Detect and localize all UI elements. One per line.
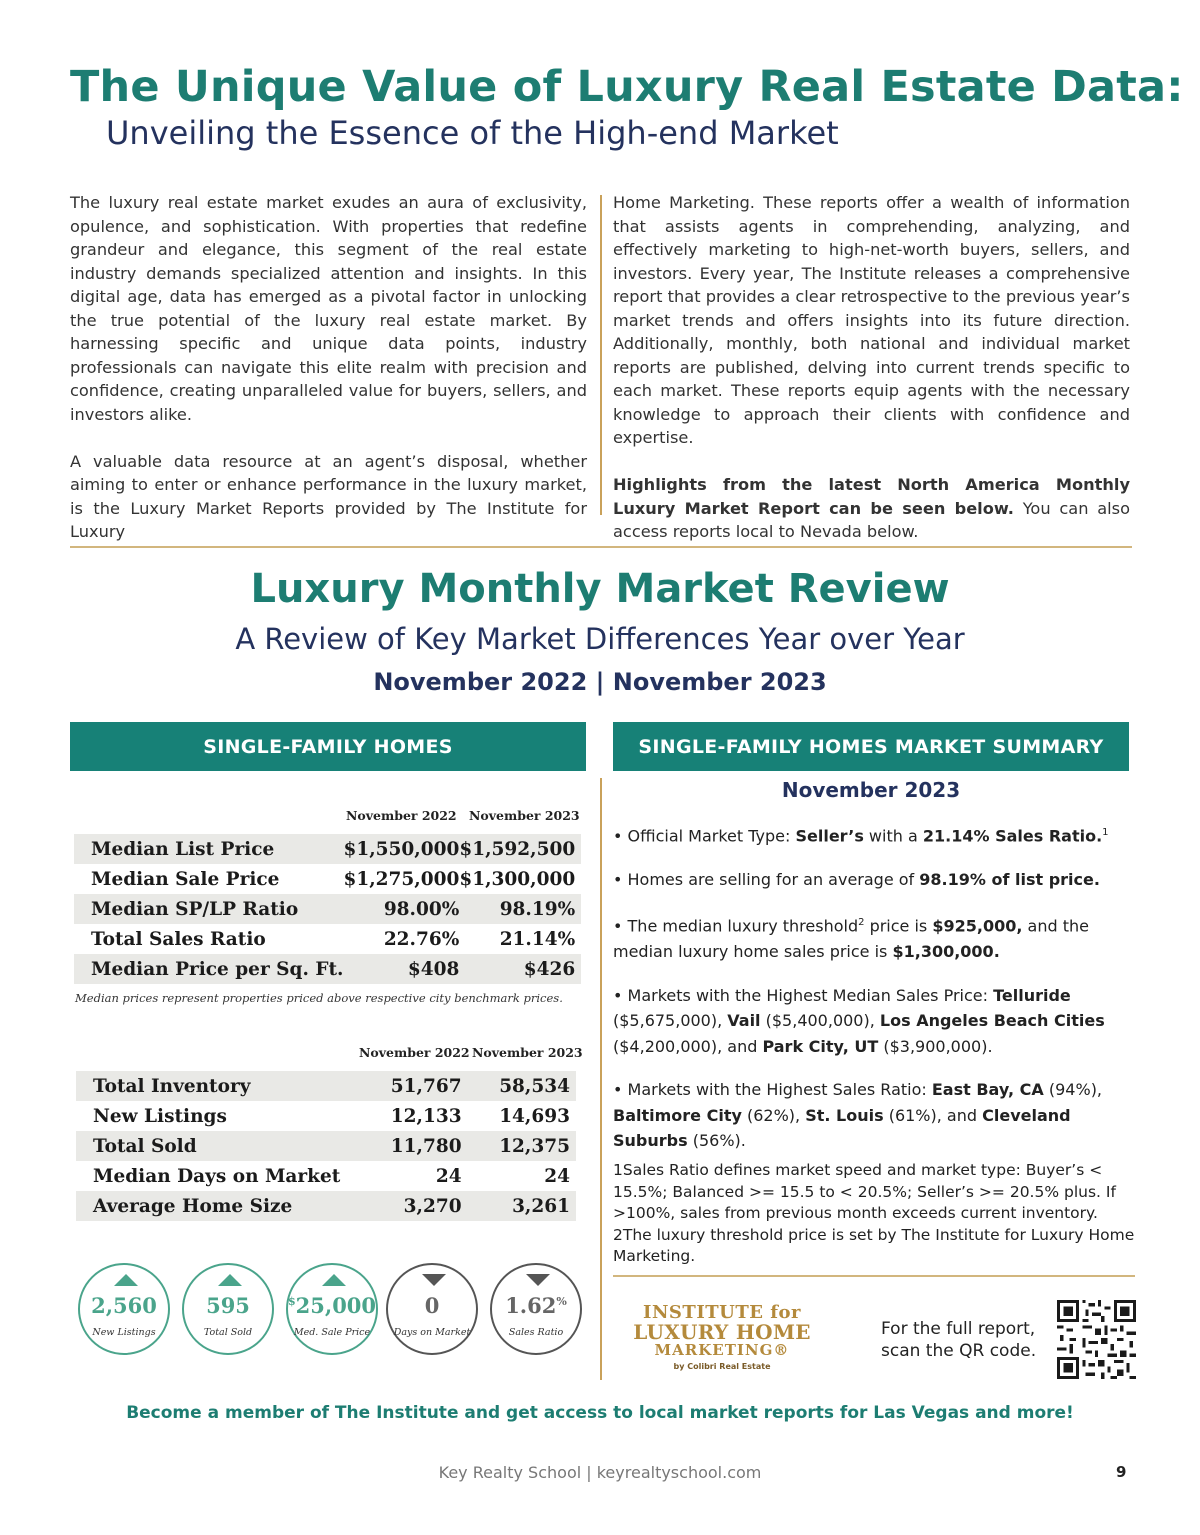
column-divider (600, 195, 602, 515)
inventory-row (76, 1071, 576, 1101)
change-value: 2,560 (91, 1293, 157, 1318)
intro-paragraph (613, 473, 1130, 544)
market-summary-bar: SINGLE-FAMILY HOMES MARKET SUMMARY (613, 722, 1129, 771)
institute-logo: INSTITUTE for LUXURY HOME MARKETING® by Colibri Real Estate (633, 1302, 811, 1371)
change-value: 1.62% (505, 1293, 567, 1318)
value-2022: $1,275,000 (343, 868, 460, 890)
highlights-text: Highlights from the latest North America Monthly Luxury Market Report can be seen below. (613, 475, 1130, 518)
intro-paragraph: Home Marketing. These reports offer a wealth of information that assists agents in comprehending, analyzing, and effectively marketing to high-net-worth buyers, sellers, and investors. Every year, The Institute releases a comprehensive report that provides a clear retrospective to the previous year’s market trends and offers insights into its future direction. Additionally, monthly, both national and individual market reports are published, delving into current trends specific to each market. These reports equip agents with the necessary knowledge to approach their clients with confidence and expertise. (613, 193, 1130, 447)
intro-paragraph: The luxury real estate market exudes an aura of exclusivity, opulence, and sophistication. With properties that redefine grandeur and elegance, this segment of the real estate industry demands specialized attention and insights. In this digital age, data has emerged as a pivotal factor in unlocking the true potential of the luxury real estate market. By harnessing specific and unique data points, industry professionals can navigate this elite realm with precision and confidence, creating unparalleled value for buyers, sellers, and investors alike. (70, 193, 587, 424)
value-2022: 22.76% (383, 928, 460, 950)
change-indicator (182, 1263, 274, 1355)
value-2023: 21.14% (499, 928, 576, 950)
change-label: Sales Ratio (508, 1327, 564, 1338)
change-label: Days on Market (393, 1327, 471, 1338)
value-2022: $1,550,000 (343, 834, 459, 864)
summary-date: November 2023 (781, 778, 961, 802)
change-label: New Listings (92, 1327, 156, 1338)
change-label: Total Sold (203, 1327, 253, 1338)
value-2023: $1,592,500 (459, 834, 581, 864)
column-divider (600, 778, 602, 1380)
footnote: 2The luxury threshold price is set by The Institute for Luxury Home Marketing. (613, 1225, 1135, 1265)
arrow-up-icon (114, 1274, 138, 1286)
arrow-up-icon (218, 1274, 242, 1286)
column-header-2023: November 2023 (469, 808, 580, 823)
intro-left-column (70, 191, 587, 567)
section-divider (70, 546, 1132, 548)
value-2023: 14,693 (499, 1105, 570, 1127)
page-subtitle: Unveiling the Essence of the High-end Market (106, 114, 839, 152)
qr-caption: For the full report, scan the QR code. (881, 1319, 1037, 1361)
review-title: Luxury Monthly Market Review (250, 566, 950, 612)
row-label: Median SP/LP Ratio (74, 894, 343, 924)
column-header-2023: November 2023 (472, 1045, 583, 1060)
row-label: Total Sales Ratio (91, 928, 266, 950)
footer-text: Key Realty School | keyrealtyschool.com (438, 1463, 762, 1482)
value-2022: 24 (435, 1165, 462, 1187)
value-2023: 98.19% (459, 894, 581, 924)
review-subtitle: A Review of Key Market Differences Year over Year (235, 622, 965, 656)
value-2022: 51,767 (344, 1071, 461, 1101)
value-2022: 12,133 (390, 1105, 462, 1127)
change-indicator (78, 1263, 170, 1355)
inventory-row (76, 1131, 576, 1161)
change-indicator (490, 1263, 582, 1355)
value-2023: 3,261 (462, 1191, 576, 1221)
summary-bullets (613, 820, 1135, 1172)
change-indicator (386, 1263, 478, 1355)
single-family-bar: SINGLE-FAMILY HOMES (70, 722, 586, 771)
summary-bullet: • Markets with the Highest Sales Ratio: East Bay, CA (94%), Baltimore City (62%), St. Louis (61%), and Cleveland Suburbs (56%). (613, 1080, 1103, 1151)
price-row (74, 864, 581, 894)
page-title: The Unique Value of Luxury Real Estate Data: (70, 62, 1184, 112)
price-row (74, 954, 581, 984)
summary-bullet: • Official Market Type: Seller’s with a 21.14% Sales Ratio.$^1$ (613, 826, 1109, 846)
summary-bullet: • The median luxury threshold$^2$ price is $925,000, and the median luxury home sales price is $1,300,000. (613, 916, 1089, 962)
value-2022: 11,780 (344, 1131, 461, 1161)
arrow-down-icon (422, 1274, 446, 1286)
change-value: 0 (424, 1293, 440, 1318)
row-label: New Listings (93, 1105, 227, 1127)
value-2023: $426 (459, 954, 581, 984)
membership-cta[interactable]: Become a member of The Institute and get access to local market reports for Las Vegas and more! (126, 1403, 1074, 1423)
table-note: Median prices represent properties priced above respective city benchmark prices. (75, 991, 563, 1005)
intro-paragraph: A valuable data resource at an agent’s disposal, whether aiming to enter or enhance performance in the luxury market, is the Luxury Market Reports provided by The Institute for Luxury (70, 451, 587, 541)
arrow-up-icon (322, 1274, 346, 1286)
footnote: 1Sales Ratio defines market speed and market type: Buyer’s < 15.5%; Balanced >= 15.5 to < 20.5%; Seller’s >= 20.5% plus. If >100%, sales from previous month exceeds current inventory. (613, 1161, 1116, 1222)
change-value: $25,000 (288, 1293, 377, 1318)
price-row (74, 834, 581, 864)
change-indicator (286, 1263, 378, 1355)
value-2022: 98.00% (343, 894, 459, 924)
value-2023: 12,375 (462, 1131, 576, 1161)
row-label: Median Days on Market (93, 1165, 341, 1187)
value-2023: $1,300,000 (459, 868, 576, 890)
change-value: 595 (206, 1293, 250, 1318)
row-label: Total Inventory (76, 1071, 344, 1101)
row-label: Total Sold (76, 1131, 344, 1161)
row-label: Median Price per Sq. Ft. (74, 954, 343, 984)
summary-divider (613, 1275, 1135, 1277)
summary-bullet: • Homes are selling for an average of 98.19% of list price. (613, 869, 1100, 889)
column-header-2022: November 2022 (346, 808, 457, 823)
inventory-row (76, 1191, 576, 1221)
arrow-down-icon (526, 1274, 550, 1286)
price-row (74, 924, 581, 954)
intro-right-column (613, 191, 1130, 567)
access-text: You can also access reports local to Nevada below. (613, 498, 1130, 541)
value-2022: 3,270 (344, 1191, 461, 1221)
row-label: Average Home Size (76, 1191, 344, 1221)
price-table (74, 834, 581, 984)
review-dates: November 2022 | November 2023 (373, 668, 827, 696)
column-header-2022: November 2022 (359, 1045, 470, 1060)
value-2023: 58,534 (462, 1071, 576, 1101)
row-label: Median List Price (74, 834, 343, 864)
summary-bullet: • Markets with the Highest Median Sales Price: Telluride ($5,675,000), Vail ($5,400,000), Los Angeles Beach Cities ($4,200,000), and Park City, UT ($3,900,000). (613, 985, 1105, 1056)
value-2022: $408 (343, 954, 459, 984)
change-label: Med. Sale Price (293, 1327, 371, 1338)
qr-code-icon[interactable] (1057, 1299, 1136, 1380)
row-label: Median Sale Price (91, 868, 280, 890)
value-2023: 24 (544, 1165, 570, 1187)
summary-footnotes (613, 1160, 1135, 1268)
page-number: 9 (1116, 1463, 1127, 1481)
inventory-row (76, 1161, 576, 1191)
inventory-table (76, 1071, 576, 1221)
inventory-row (76, 1101, 576, 1131)
price-row (74, 894, 581, 924)
